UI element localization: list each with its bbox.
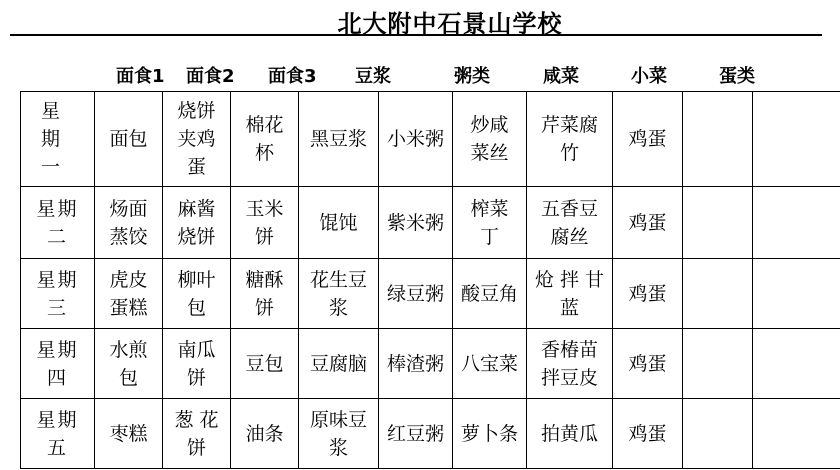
column-header-row [0,62,840,90]
menu-cell [753,329,840,399]
column-header-noodle-1: 面食1 [116,66,165,87]
title-underline [10,34,822,36]
menu-cell: 花生豆浆 [299,259,379,329]
menu-cell [683,399,753,469]
menu-cell [753,187,840,259]
menu-cell: 芹菜腐竹 [527,92,613,187]
menu-cell: 麻酱烧饼 [163,187,231,259]
column-header-egg: 蛋类 [719,66,755,87]
menu-cell: 炝 拌 甘蓝 [527,259,613,329]
menu-cell: 烧饼夹鸡蛋 [163,92,231,187]
menu-table [20,91,840,469]
table-row [21,187,840,259]
menu-cell: 南瓜饼 [163,329,231,399]
menu-cell: 虎皮蛋糕 [95,259,163,329]
day-label: 星期二 [21,187,95,259]
menu-cell: 绿豆粥 [379,259,453,329]
day-label: 星期四 [21,329,95,399]
day-label: 星期三 [21,259,95,329]
menu-cell: 榨菜丁 [453,187,527,259]
menu-cell [683,187,753,259]
menu-cell: 面包 [95,92,163,187]
menu-cell: 鸡蛋 [613,259,683,329]
menu-cell: 豆包 [231,329,299,399]
menu-cell: 糖酥饼 [231,259,299,329]
menu-cell: 枣糕 [95,399,163,469]
menu-cell: 黑豆浆 [299,92,379,187]
menu-cell: 萝卜条 [453,399,527,469]
menu-cell: 拍黄瓜 [527,399,613,469]
menu-cell: 馄饨 [299,187,379,259]
menu-cell [683,329,753,399]
menu-cell: 水煎包 [95,329,163,399]
menu-cell: 炒咸菜丝 [453,92,527,187]
table-row [21,399,840,469]
menu-cell: 柳叶包 [163,259,231,329]
table-row [21,92,840,187]
menu-cell: 红豆粥 [379,399,453,469]
menu-cell: 紫米粥 [379,187,453,259]
menu-cell [753,92,840,187]
column-header-soymilk: 豆浆 [355,66,391,87]
menu-cell: 鸡蛋 [613,92,683,187]
day-label: 星 期 一 [21,92,95,187]
column-header-pickles: 咸菜 [543,66,579,87]
table-row [21,329,840,399]
column-header-side-dish: 小菜 [631,66,667,87]
menu-cell: 油条 [231,399,299,469]
column-header-noodle-2: 面食2 [186,66,235,87]
menu-cell: 炀面蒸饺 [95,187,163,259]
menu-cell: 小米粥 [379,92,453,187]
menu-cell: 豆腐脑 [299,329,379,399]
menu-cell: 五香豆腐丝 [527,187,613,259]
menu-cell: 香椿苗拌豆皮 [527,329,613,399]
menu-cell [753,399,840,469]
menu-cell: 玉米饼 [231,187,299,259]
menu-cell: 棉花杯 [231,92,299,187]
page-title: 北大附中石景山学校 [337,10,563,38]
menu-cell [683,92,753,187]
menu-cell: 葱 花饼 [163,399,231,469]
menu-cell: 原味豆浆 [299,399,379,469]
column-header-porridge: 粥类 [454,66,490,87]
menu-cell: 棒渣粥 [379,329,453,399]
menu-cell [753,259,840,329]
menu-cell: 酸豆角 [453,259,527,329]
day-label: 星期五 [21,399,95,469]
menu-cell: 鸡蛋 [613,329,683,399]
menu-cell: 鸡蛋 [613,399,683,469]
menu-cell [683,259,753,329]
table-row [21,259,840,329]
menu-cell: 鸡蛋 [613,187,683,259]
column-header-noodle-3: 面食3 [268,66,317,87]
menu-cell: 八宝菜 [453,329,527,399]
